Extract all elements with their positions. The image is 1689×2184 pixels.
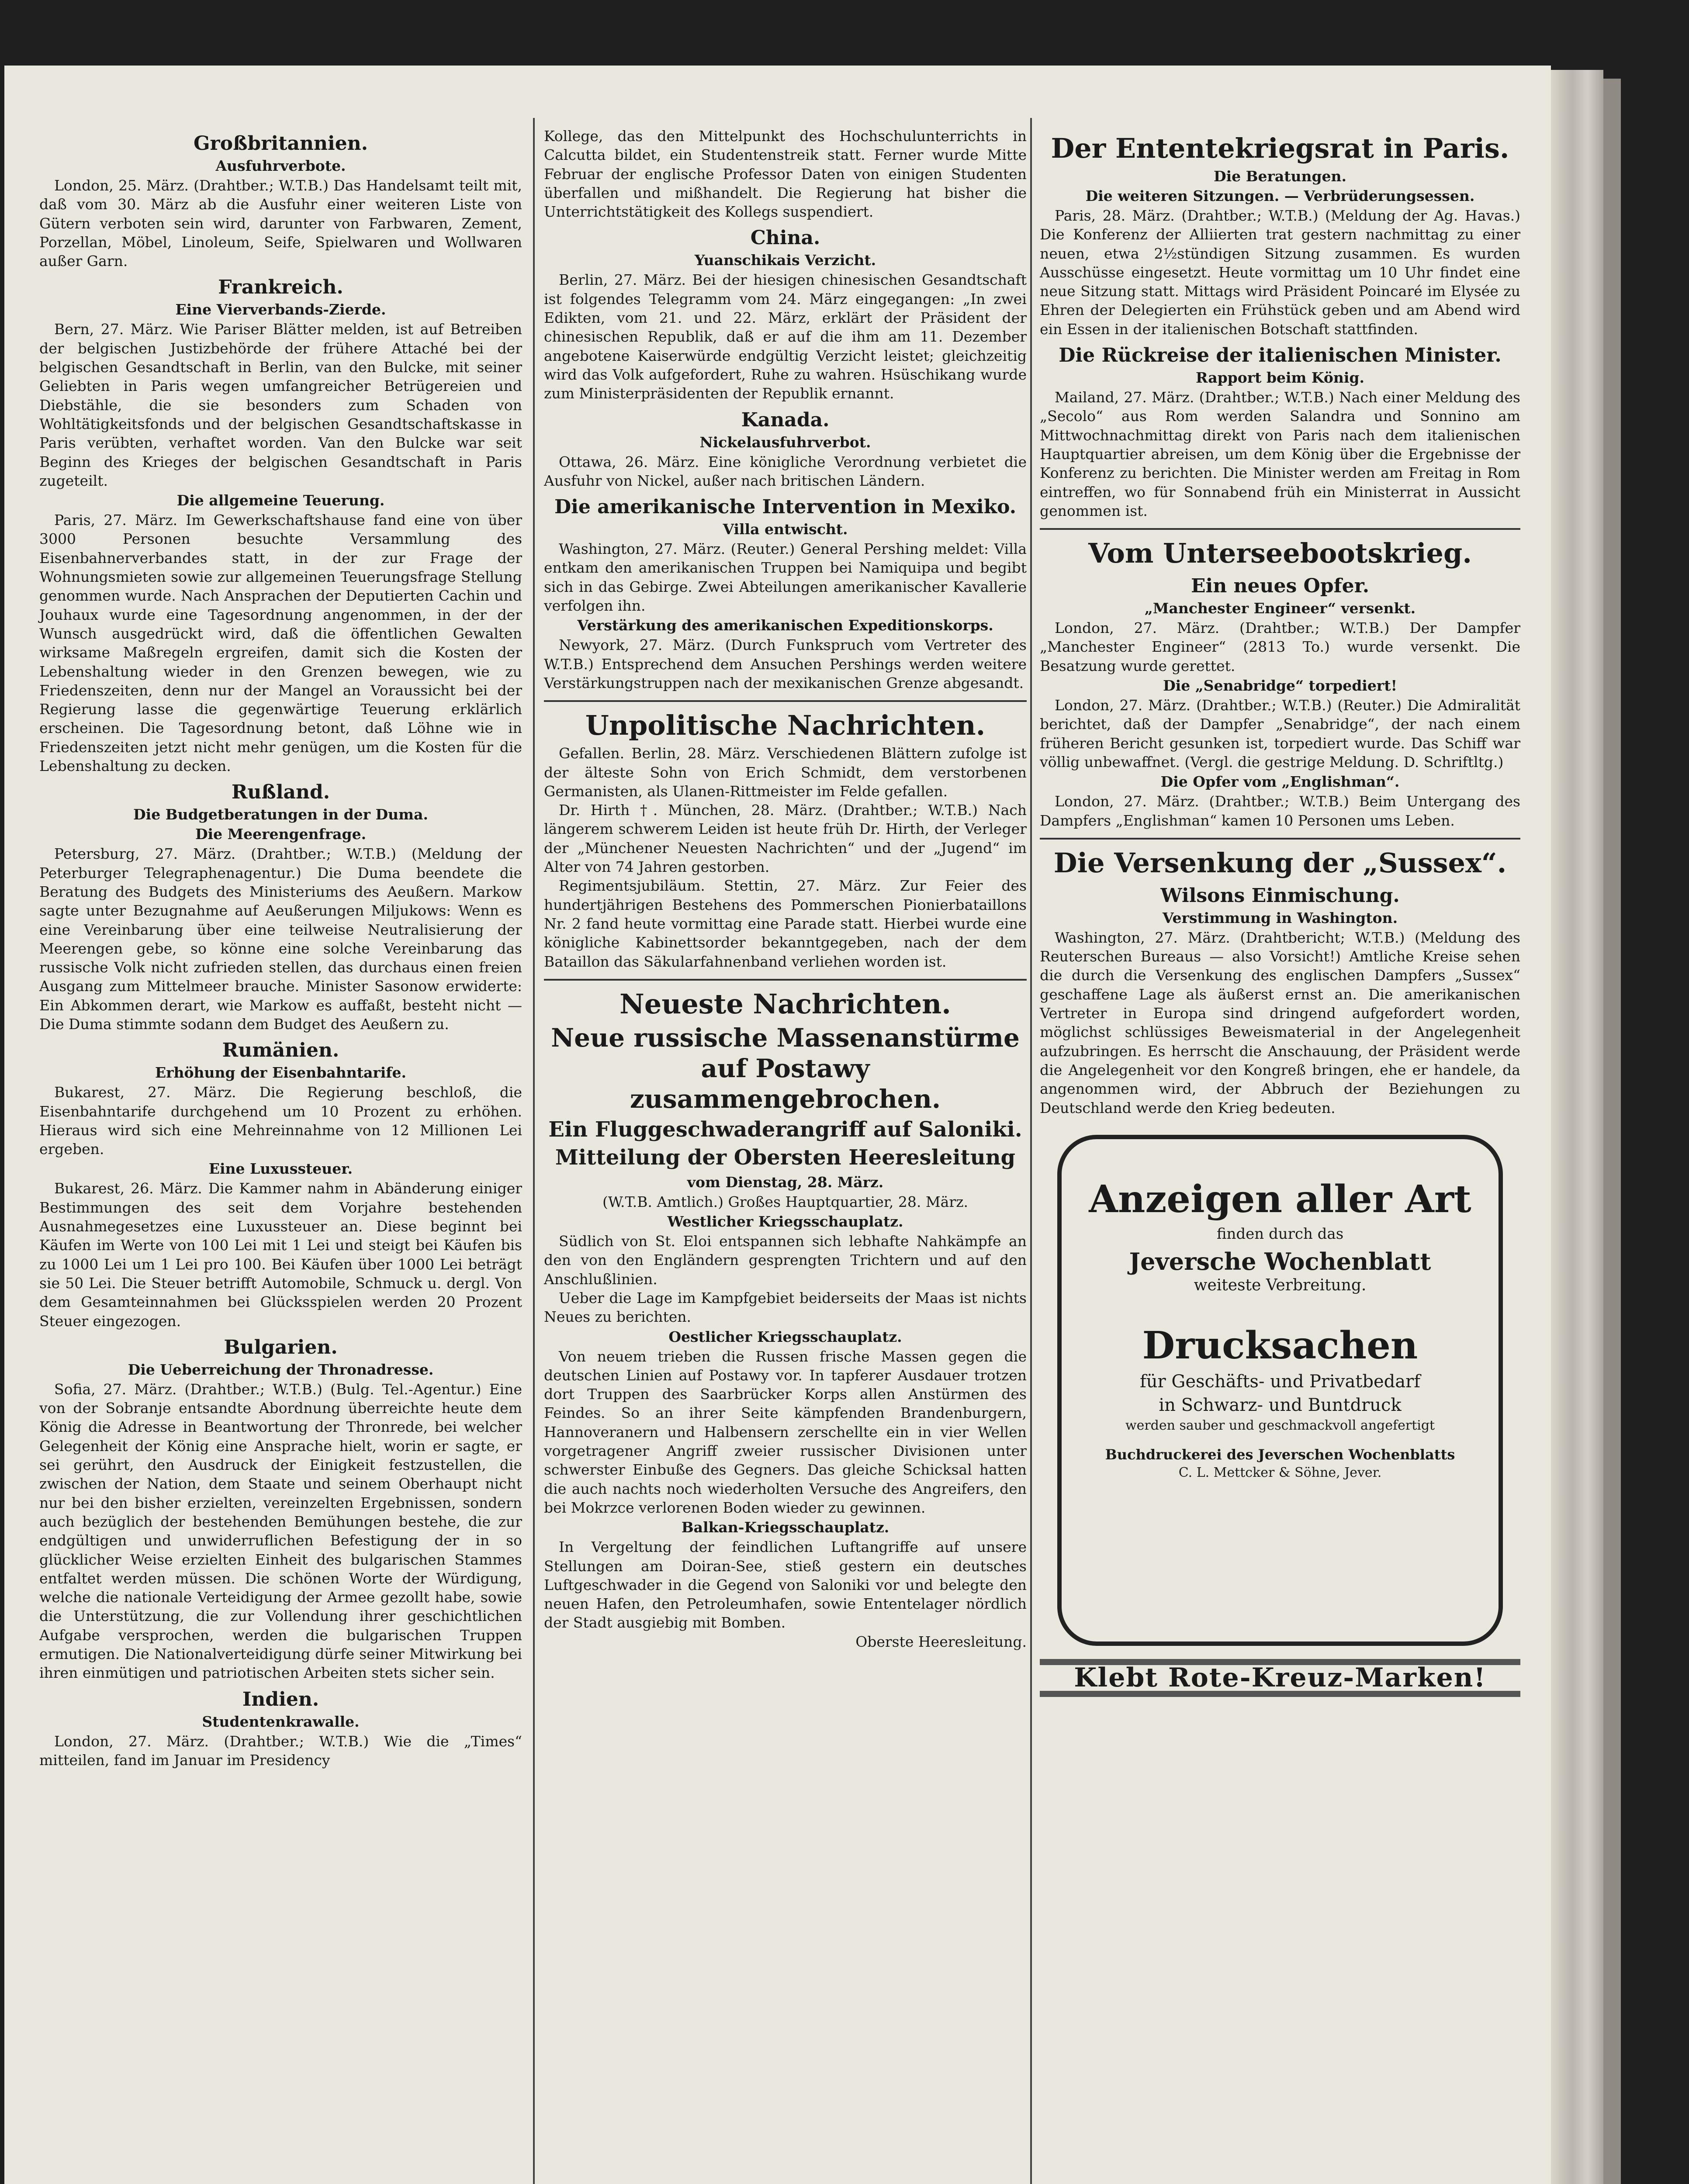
article-paragraph: In Vergeltung der feindlichen Luftangriffe auf unsere Stellungen am Doiran-See, stieß gestern ein deutsches Luftgeschwader in die Gegend von Saloniki vor und belegte den neuen Hafen, den Petroleumhafen, sowie Ententelager nördlich der Stadt ausgiebig mit Bomben. bbox=[544, 1538, 1027, 1631]
subheading: Nickelausfuhrverbot. bbox=[699, 433, 871, 451]
column-2 bbox=[544, 127, 1027, 1651]
article-paragraph: Paris, 27. März. Im Gewerkschaftshause fand eine von über 3000 Personen besuchte Versammlung des Eisenbahnerverbandes statt, in der zur Frage der Wohnungsmieten sowie zur allgemeinen Teuerungsfrage Stellung genommen wurde. Nach Ansprachen der Deputierten Cachin und Jouhaux wurde eine Tagesordnung angenommen, in der der Wunsch ausgedrückt wird, daß die öffentlichen Gewalten wirksame Maßregeln ergreifen, damit sich die Kosten der Lebenshaltung wieder in den Grenzen bewegen, wie zu Friedenszeiten, denn nur der Mangel an Voraussicht bei der Regierung lasse die gegenwärtige Teuerung erklärlich erscheinen. Die Tagesordnung betont, daß Löhne wie in Friedenszeiten jetzt nicht mehr genügen, um die Kosten für die Lebenshaltung zu decken. bbox=[39, 511, 522, 775]
article-paragraph: Washington, 27. März. (Reuter.) General Pershing meldet: Villa entkam den amerikanischen Truppen bei Namiquipa und begibt sich in das Gebirge. Zwei Abteilungen amerikanischer Kavallerie verfolgen ihn. bbox=[544, 540, 1027, 615]
subheading: Die Beratungen. bbox=[1213, 168, 1347, 185]
subheading: Balkan-Kriegsschauplatz. bbox=[681, 1519, 889, 1536]
section-divider bbox=[544, 979, 1027, 981]
section-heading: Vom Unterseebootskrieg. bbox=[1088, 537, 1472, 570]
ad-headline: Drucksachen bbox=[1142, 1323, 1418, 1368]
article-paragraph: Gefallen. Berlin, 28. März. Verschiedenen Blättern zufolge ist der älteste Sohn von Erich Schmidt, dem verstorbenen Germanisten, als Ulanen-Rittmeister im Felde gefallen. bbox=[544, 745, 1027, 800]
subheading: Die Meerengenfrage. bbox=[195, 826, 367, 843]
section-heading: Frankreich. bbox=[218, 276, 343, 299]
dateline: (W.T.B. Amtlich.) Großes Hauptquartier, 28. März. bbox=[602, 1193, 968, 1210]
article-paragraph: Paris, 28. März. (Drahtber.; W.T.B.) (Meldung der Ag. Havas.) Die Konferenz der Alliierten trat gestern nachmittag zu einer neuen, etwa 2½stündigen Sitzung zusammen. Es wurden Ausschüsse eingesetzt. Heute vormittag um 10 Uhr findet eine neue Sitzung statt. Mittags wird Präsident Poincaré im Elysée zu Ehren der Delegierten ein Frühstück geben und am Abend wird ein Essen in der italienischen Botschaft stattfinden. bbox=[1040, 207, 1520, 338]
subheading: Verstärkung des amerikanischen Expeditionskorps. bbox=[577, 617, 993, 634]
section-heading: Kanada. bbox=[741, 408, 830, 431]
article-paragraph: Südlich von St. Eloi entspannen sich lebhafte Nahkämpfe an den von den Engländern gesprengten Trichtern und auf den Anschlußlinien. bbox=[544, 1233, 1027, 1288]
article-paragraph: Petersburg, 27. März. (Drahtber.; W.T.B.) (Meldung der Peterburger Telegraphenagentur.) Die Duma beendete die Beratung des Budgets des Ministeriums des Aeußern. Markow sagte unter Bezugnahme auf Aeußerungen Miljukows: Wenn es eine Vereinbarung über eine teilweise Neutralisierung der Meerengen gebe, so könne eine solche Vereinbarung das russische Volk nicht zufrieden stellen, das durchaus einen freien Ausgang zum Mittelmeer brauche. Minister Sasonow erwiderte: Ein Abkommen derart, wie Markow es auffaßt, besteht nicht — Die Duma stimmte sodann dem Budget des Aeußern zu. bbox=[39, 845, 522, 1033]
ad-text: C. L. Mettcker & Söhne, Jever. bbox=[1178, 1465, 1382, 1480]
subheading: Oestlicher Kriegsschauplatz. bbox=[668, 1328, 902, 1345]
article-paragraph: London, 27. März. (Drahtber.; W.T.B.) (Reuter.) Die Admiralität berichtet, daß der Dampfer „Senabridge“, der nach einem früheren Bericht gesunken ist, torpediert wurde. Das Schiff war völlig unbewaffnet. (Vergl. die gestrige Meldung. D. Schriftltg.) bbox=[1040, 697, 1520, 771]
section-heading: China. bbox=[750, 227, 820, 249]
ad-text: werden sauber und geschmackvoll angefertigt bbox=[1125, 1417, 1435, 1433]
section-heading: Indien. bbox=[242, 1688, 319, 1711]
column-3 bbox=[1040, 127, 1520, 1697]
article-paragraph: London, 25. März. (Drahtber.; W.T.B.) Das Handelsamt teilt mit, daß vom 30. März ab die Ausfuhr einer weiteren Liste von Gütern verboten sein wird, darunter von Farbwaren, Zement, Porzellan, Möbel, Linoleum, Seife, Spielwaren und Wollwaren außer Garn. bbox=[39, 177, 522, 270]
ad-headline: Anzeigen aller Art bbox=[1089, 1177, 1471, 1221]
article-paragraph: Bukarest, 26. März. Die Kammer nahm in Abänderung einiger Bestimmungen des seit dem Vorjahre bestehenden Ausnahmegesetzes eine Luxussteuer an. Diese beginnt bei Käufen im Werte von 100 Lei mit 1 Lei und steigt bei Käufen bis zu 1000 Lei um 1 Lei pro 100. Bei Käufen über 1000 Lei beträgt sie 50 Lei. Die Steuer betrifft Automobile, Schmuck u. dergl. Von dem Gesamteinnahmen bei Glücksspielen werden 20 Prozent Steuer eingezogen. bbox=[39, 1180, 522, 1330]
article-paragraph: Regimentsjubiläum. Stettin, 27. März. Zur Feier des hundertjährigen Bestehens des Pommerschen Pionierbataillons Nr. 2 fand heute vormittag eine Parade statt. Hierbei wurde eine königliche Kabinettsorder bekanntgegeben, nach der dem Bataillon das Säkularfahnenband verliehen worden ist. bbox=[544, 877, 1027, 970]
headline: Ein Fluggeschwaderangriff auf Saloniki. bbox=[548, 1117, 1022, 1142]
subheading: Erhöhung der Eisenbahntarife. bbox=[155, 1064, 406, 1082]
page-edge-shadow bbox=[1603, 79, 1621, 2184]
ad-publication-name: Jeversche Wochenblatt bbox=[1129, 1247, 1431, 1275]
article-paragraph: Mailand, 27. März. (Drahtber.; W.T.B.) Nach einer Meldung des „Secolo“ aus Rom werden Salandra und Sonnino am Mittwochnachmittag direkt von Paris nach dem italienischen Hauptquartier abreisen, um dem König über die Ergebnisse der Konferenz zu berichten. Die Minister werden am Freitag in Rom eintreffen, wo für Sonnabend früh ein Ministerrat in Aussicht genommen ist. bbox=[1040, 389, 1520, 519]
subheading: Eine Vierverbands-Zierde. bbox=[175, 301, 386, 318]
article-paragraph: Bukarest, 27. März. Die Regierung beschloß, die Eisenbahntarife durchgehend um 10 Prozent zu erhöhen. Hieraus wird sich eine Mehreinnahme von 12 Millionen Lei ergeben. bbox=[39, 1084, 522, 1158]
section-heading: Neueste Nachrichten. bbox=[620, 988, 951, 1020]
subheading: Verstimmung in Washington. bbox=[1162, 909, 1398, 926]
article-paragraph: Dr. Hirth †. München, 28. März. (Drahtber.; W.T.B.) Nach längerem schwerem Leiden ist heute früh Dr. Hirth, der Verleger der „Münchener Neuesten Nachrichten“ und der „Jugend“ im Alter von 74 Jahren gestorben. bbox=[544, 802, 1027, 876]
section-heading: Der Ententekriegsrat in Paris. bbox=[1051, 132, 1509, 164]
subheading: Eine Luxussteuer. bbox=[208, 1160, 353, 1178]
column-rule bbox=[1030, 118, 1032, 2184]
section-heading: Die Rückreise der italienischen Minister. bbox=[1059, 344, 1502, 367]
article-paragraph: Bern, 27. März. Wie Pariser Blätter melden, ist auf Betreiben der belgischen Justizbehörde der frühere Attaché bei der belgischen Gesandtschaft in Berlin, van den Bulcke, mit seiner Geliebten in Paris wegen umfangreicher Betrügereien und Diebstähle, die sie besonders zum Schaden von Wohltätigkeitsfonds und der belgischen Gesandtschaftskasse in Paris verübten, verhaftet worden. Van den Bulcke war seit Beginn des Krieges der belgischen Gesandtschaft in Paris zugeteilt. bbox=[39, 321, 522, 489]
section-heading: Die amerikanische Intervention in Mexiko. bbox=[554, 496, 1017, 518]
section-divider bbox=[1040, 528, 1520, 530]
article-paragraph: London, 27. März. (Drahtber.; W.T.B.) Wie die „Times“ mitteilen, fand im Januar im Presidency bbox=[39, 1732, 522, 1769]
section-heading: Großbritannien. bbox=[193, 132, 368, 155]
subheading: Yuanschikais Verzicht. bbox=[694, 252, 876, 269]
subheading: Villa entwischt. bbox=[723, 521, 848, 538]
advertisement-box bbox=[1057, 1135, 1503, 1646]
article-paragraph: Berlin, 27. März. Bei der hiesigen chinesischen Gesandtschaft ist folgendes Telegramm vom 24. März eingegangen: „In zwei Edikten, vom 21. und 22. März, erklärt der Präsident der chinesischen Republik, daß er auf die ihm am 11. Dezember angebotene Kaiserwürde endgültig Verzicht leistet; gleichzeitig wird das Volk aufgefordert, Ruhe zu wahren. Hsüschikang wurde zum Ministerpräsidenten der Republik ernannt. bbox=[544, 271, 1027, 402]
ad-text: in Schwarz- und Buntdruck bbox=[1159, 1395, 1402, 1415]
section-heading: Die Versenkung der „Sussex“. bbox=[1053, 847, 1507, 879]
article-paragraph: Ueber die Lage im Kampfgebiet beiderseits der Maas ist nichts Neues zu berichten. bbox=[544, 1289, 1027, 1326]
section-heading: Rumänien. bbox=[222, 1039, 339, 1062]
subheading: Ausfuhrverbote. bbox=[215, 157, 346, 174]
ad-printer-name: Buchdruckerei des Jeverschen Wochenblatts bbox=[1105, 1446, 1455, 1463]
subheading: Die weiteren Sitzungen. — Verbrüderungsessen. bbox=[1085, 187, 1475, 204]
article-paragraph: London, 27. März. (Drahtber.; W.T.B.) Der Dampfer „Manchester Engineer“ (2813 To.) wurde versenkt. Die Besatzung wurde gerettet. bbox=[1040, 619, 1520, 674]
subheading: Studentenkrawalle. bbox=[202, 1713, 360, 1730]
ad-text: für Geschäfts- und Privatbedarf bbox=[1139, 1371, 1421, 1392]
ad-text: finden durch das bbox=[1216, 1225, 1344, 1243]
signature: Oberste Heeresleitung. bbox=[855, 1633, 1027, 1650]
article-paragraph: Ottawa, 26. März. Eine königliche Verordnung verbietet die Ausfuhr von Nickel, außer nach britischen Ländern. bbox=[544, 453, 1027, 489]
article-paragraph: Sofia, 27. März. (Drahtber.; W.T.B.) (Bulg. Tel.-Agentur.) Eine von der Sobranje entsandte Abordnung überreichte heute dem König die Adresse in Beantwortung der Thronrede, bei welcher Gelegenheit der König eine Ansprache hielt, worin er sagte, er sei gerührt, den Ausdruck der Einigkeit festzustellen, die zwischen der Nation, dem Staate und seinem Oberhaupt nicht nur bei den bisher erzielten, vereinzelten Ergebnissen, sondern auch bezüglich der bestehenden Bemühungen bestehe, die zur endgültigen und unwiderruflichen Befestigung der in so glücklicher Weise erzielten Einheit des bulgarischen Stammes entfaltet werden müssen. Die schönen Worte der Würdigung, welche die nationale Verteidigung der Armee gezollt habe, sowie die Unterstützung, die zur Vollendung ihrer geschichtlichen Aufgabe versprochen, werden die bulgarischen Truppen ermutigen. Die Nationalverteidigung dürfe seiner Mitwirkung bei ihren einmütigen und patriotischen Arbeiten stets sicher sein. bbox=[39, 1380, 522, 1682]
section-heading: Unpolitische Nachrichten. bbox=[585, 709, 986, 742]
article-paragraph: Washington, 27. März. (Drahtbericht; W.T.B.) (Meldung des Reuterschen Bureaus — also Vorsicht!) Amtliche Kreise sehen die durch die Versenkung des englischen Dampfers „Sussex“ geschaffene Lage als äußerst ernst an. Die amerikanischen Vertreter in Europa sind dringend aufgefordert worden, möglichst schlüssiges Beweismaterial in der Angelegenheit aufzubringen. Es herrscht die Anschauung, der Präsident werde die Angelegenheit vor den Kongreß bringen, ehe er handele, da angenommen wird, der Abbruch der Beziehungen zu Deutschland werde den Krieg bedeuten. bbox=[1040, 929, 1520, 1116]
section-divider bbox=[544, 700, 1027, 702]
subheading: Die Ueberreichung der Thronadresse. bbox=[128, 1361, 434, 1378]
subheading: Die Opfer vom „Englishman“. bbox=[1160, 773, 1400, 791]
column-1 bbox=[39, 127, 522, 1769]
red-cross-banner: Klebt Rote-Kreuz-Marken! bbox=[1040, 1659, 1520, 1697]
page-edge bbox=[1551, 70, 1603, 2184]
headline: Mitteilung der Obersten Heeresleitung bbox=[555, 1145, 1016, 1170]
subheading: Die allgemeine Teuerung. bbox=[177, 492, 385, 509]
subheading: Die Budgetberatungen in der Duma. bbox=[133, 806, 428, 823]
section-heading: Rußland. bbox=[231, 781, 330, 804]
subheading: Rapport beim König. bbox=[1196, 369, 1364, 387]
subheading: Die „Senabridge“ torpediert! bbox=[1163, 677, 1397, 695]
article-paragraph: Von neuem trieben die Russen frische Massen gegen die deutschen Linien auf Postawy vor. In tapferer Ausdauer trotzen dort Truppen des Saarbrücker Korps allen Anstürmen des Feindes. So an ihrer Seite kämpfenden Brandenburgern, Hannoveranern und Halbensern zerschellte ein in vier Wellen vorgetragener Angriff zweier russischer Divisionen unter schwerster Einbuße des Gegners. Das gleiche Schicksal hatten die auch nachts noch wiederholten Versuche des Angreifers, den bei Mokrzce verlorenen Boden wieder zu gewinnen. bbox=[544, 1348, 1027, 1516]
subheading: vom Dienstag, 28. März. bbox=[687, 1173, 884, 1191]
column-rule bbox=[533, 118, 535, 2184]
section-heading: Bulgarien. bbox=[224, 1336, 338, 1358]
section-divider bbox=[1040, 838, 1520, 840]
headline: Neue russische Massenanstürme auf Postawy zusammengebrochen. bbox=[551, 1023, 1020, 1114]
ad-text: weiteste Verbreitung. bbox=[1194, 1276, 1367, 1294]
article-paragraph: Kollege, das den Mittelpunkt des Hochschulunterrichts in Calcutta bildet, ein Studentenstreik statt. Ferner wurde Mitte Februar der englische Professor Daten von einigen Studenten überfallen und mißhandelt. Die Regierung hat bisher die Unterrichtstätigkeit des Kollegs suspendiert. bbox=[544, 128, 1027, 221]
section-heading: Wilsons Einmischung. bbox=[1160, 884, 1400, 907]
section-heading: Ein neues Opfer. bbox=[1191, 575, 1370, 598]
subheading: „Manchester Engineer“ versenkt. bbox=[1144, 600, 1416, 617]
article-paragraph: Newyork, 27. März. (Durch Funkspruch vom Vertreter des W.T.B.) Entsprechend dem Ansuchen Pershings werden weitere Verstärkungstruppen nach der mexikanischen Grenze abgesandt. bbox=[544, 636, 1027, 691]
newspaper-page bbox=[4, 66, 1551, 2184]
subheading: Westlicher Kriegsschauplatz. bbox=[667, 1213, 903, 1230]
article-paragraph: London, 27. März. (Drahtber.; W.T.B.) Beim Untergang des Dampfers „Englishman“ kamen 10 Personen ums Leben. bbox=[1040, 793, 1520, 829]
